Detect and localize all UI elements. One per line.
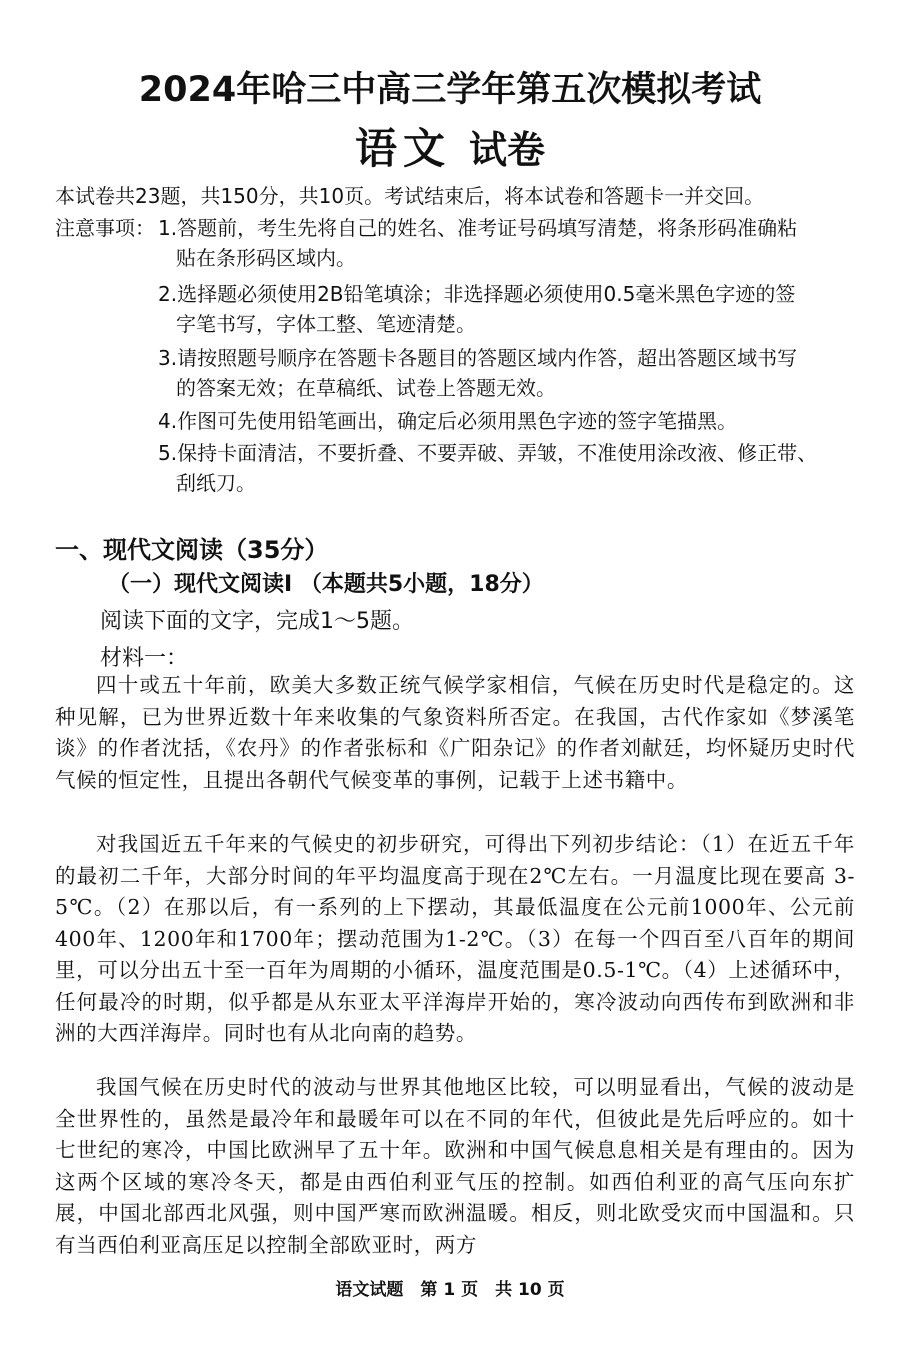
- notice-item-1-cont: 贴在条形码区域内。: [176, 246, 356, 270]
- exam-subtitle: [0, 116, 900, 176]
- page-footer: 语文试题 第 1 页 共 10 页: [335, 1280, 565, 1300]
- notice-item-5: 5.保持卡面清洁，不要折叠、不要弄破、弄皱，不准使用涂改液、修正带、: [158, 441, 818, 465]
- notice-label: 注意事项：: [55, 216, 155, 240]
- subject-name: 语文: [354, 124, 451, 173]
- reading-instruction: 阅读下面的文字，完成1～5题。: [100, 609, 414, 634]
- material-label: 材料一：: [100, 646, 189, 671]
- subsection-heading: （一）现代文阅读Ⅰ （本题共5小题，18分）: [108, 572, 544, 597]
- notice-item-2: 2.选择题必须使用2B铅笔填涂；非选择题必须使用0.5毫米黑色字迹的签: [158, 282, 796, 306]
- notice-item-1: 1.答题前，考生先将自己的姓名、准考证号码填写清楚，将条形码准确粘: [158, 216, 798, 240]
- notice-item-3-cont: 的答案无效；在草稿纸、试卷上答题无效。: [176, 376, 556, 400]
- notice-item-2-cont: 字笔书写，字体工整、笔迹清楚。: [176, 312, 476, 336]
- section-heading: 一、现代文阅读（35分）: [55, 536, 329, 564]
- notice-item-5-cont: 刮纸刀。: [176, 471, 256, 495]
- exam-info: 本试卷共23题，共150分，共10页。考试结束后，将本试卷和答题卡一并交回。: [55, 184, 765, 208]
- notice-item-3: 3.请按照题号顺序在答题卡各题目的答题区域内作答，超出答题区域书写: [158, 346, 798, 370]
- notice-item-4: 4.作图可先使用铅笔画出，确定后必须用黑色字迹的签字笔描黑。: [158, 409, 738, 433]
- exam-title: 2024年哈三中高三学年第五次模拟考试: [138, 70, 762, 110]
- paragraph-3: 我国气候在历史时代的波动与世界其他地区比较，可以明显看出，气候的波动是全世界性的，虽然是最冷年和最暖年可以在不同的年代，但彼此是先后呼应的。如十七世纪的寒冷，中国比欧洲早了五十年。欧洲和中国气候息息相关是有理由的。因为这两个区域的寒冷冬天，都是由西伯利亚气压的控制。如西伯利亚的高气压向东扩展，中国北部西北风强，则中国严寒而欧洲温暖。相反，则北欧受灾而中国温和。只有当西伯利亚高压足以控制全部欧亚时，两方: [55, 1075, 855, 1257]
- paragraph-2: 对我国近五千年来的气候史的初步研究，可得出下列初步结论：（1）在近五千年的最初二千年，大部分时间的年平均温度高于现在2℃左右。一月温度比现在要高 3-5℃。（2）在那以后，有一系列的上下摆动，其最低温度在公元前1000年、公元前400年、1200年和1700年；摆动范围为1-2℃。（3）在每一个四百至八百年的期间里，可以分出五十至一百年为周期的小循环，温度范围是0.5-1℃。（4）上述循环中，任何最冷的时期，似乎都是从东亚太平洋海岸开始的，寒冷波动向西传布到欧洲和非洲的大西洋海岸。同时也有从北向南的趋势。: [55, 832, 855, 1045]
- paragraph-1: 四十或五十年前，欧美大多数正统气候学家相信，气候在历史时代是稳定的。这种见解，已为世界近数十年来收集的气象资料所否定。在我国，古代作家如《梦溪笔谈》的作者沈括，《农丹》的作者张标和《广阳杂记》的作者刘献廷，均怀疑历史时代气候的恒定性，且提出各朝代气候变革的事例，记载于上述书籍中。: [55, 673, 855, 792]
- paper-label: 试卷: [469, 128, 546, 172]
